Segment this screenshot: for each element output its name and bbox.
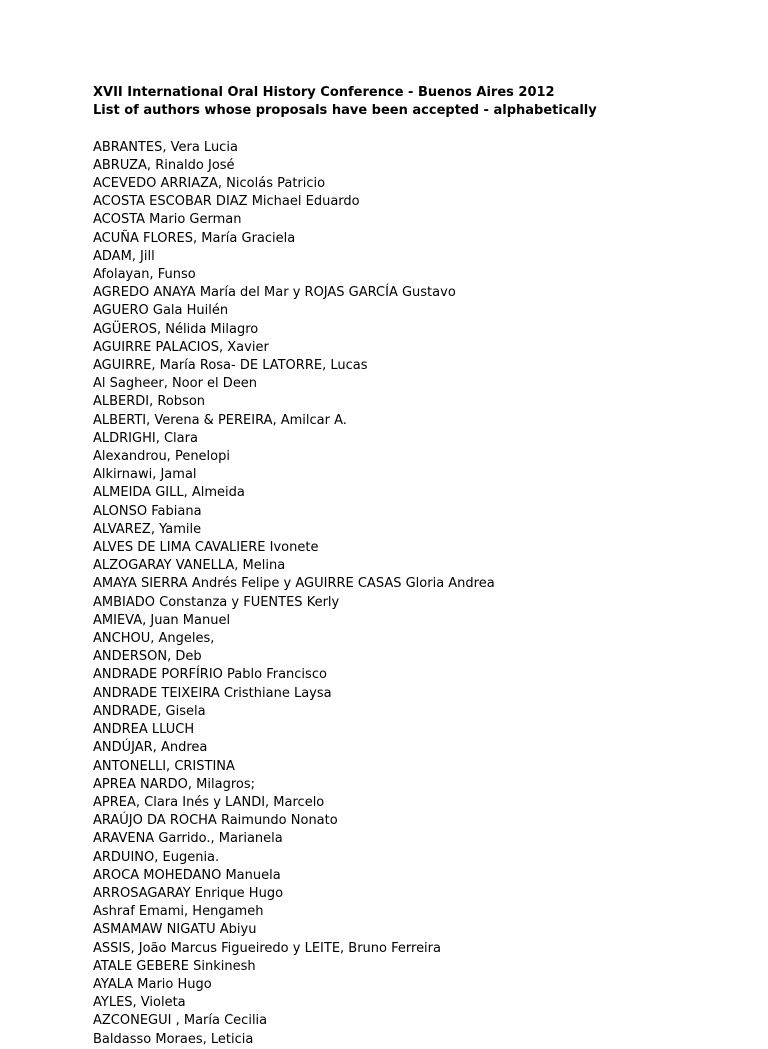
spacer [93,120,733,138]
author-entry: ARROSAGARAY Enrique Hugo [93,885,284,901]
author-entry: AGUIRRE PALACIOS, Xavier [93,339,269,355]
author-entry: ASSIS, João Marcus Figueiredo y LEITE, Bruno Ferreira [93,940,441,956]
author-entry: ALVAREZ, Yamile [93,521,202,537]
author-entry: ALBERTI, Verena & PEREIRA, Amilcar A. [93,412,347,428]
author-entry: ARDUINO, Eugenia. [93,849,220,865]
author-entry: AYALA Mario Hugo [93,976,212,992]
author-entry: ANDRADE TEIXEIRA Cristhiane Laysa [93,685,332,701]
author-entry: AYLES, Violeta [93,995,186,1011]
author-entry: AGÜEROS, Nélida Milagro [93,321,259,337]
author-entry: ABRANTES, Vera Lucia [93,139,238,155]
author-entry: ALBERDI, Robson [93,394,206,410]
author-entry: APREA NARDO, Milagros; [93,776,255,792]
author-entry: ALVES DE LIMA CAVALIERE Ivonete [93,540,319,556]
author-entry: Baldasso Moraes, Leticia [93,1031,254,1047]
author-entry: AGREDO ANAYA María del Mar y ROJAS GARCÍA Gustavo [93,285,456,301]
author-entry: APREA, Clara Inés y LANDI, Marcelo [93,794,325,810]
author-entry: AMAYA SIERRA Andrés Felipe y AGUIRRE CASAS Gloria Andrea [93,576,495,592]
author-entry: ALMEIDA GILL, Almeida [93,485,245,501]
author-entry: Ashraf Emami, Hengameh [93,904,264,920]
author-entry: ACOSTA Mario German [93,212,242,228]
author-entry: ABRUZA, Rinaldo José [93,157,235,173]
author-entry: ANDERSON, Deb [93,649,202,665]
author-list [93,139,733,1049]
document-title-line-1: XVII International Oral History Conference - Buenos Aires 2012 [93,85,555,100]
author-entry: ACUÑA FLORES, María Graciela [93,230,296,246]
author-entry: AGUIRRE, María Rosa- DE LATORRE, Lucas [93,358,368,374]
author-entry: Alkirnawi, Jamal [93,467,197,483]
author-entry: AROCA MOHEDANO Manuela [93,867,281,883]
author-entry: ATALE GEBERE Sinkinesh [93,958,256,974]
author-entry: ANDREA LLUCH [93,722,195,738]
author-entry: Al Sagheer, Noor el Deen [93,376,258,392]
author-entry: ANDRADE PORFÍRIO Pablo Francisco [93,667,327,683]
author-entry: AMIEVA, Juan Manuel [93,612,231,628]
document-page [93,84,733,1049]
author-entry: Alexandrou, Penelopi [93,449,230,465]
author-entry: AZCONEGUI , María Cecilia [93,1013,268,1029]
author-entry: ARAÚJO DA ROCHA Raimundo Nonato [93,813,338,829]
author-entry: ALZOGARAY VANELLA, Melina [93,558,286,574]
author-entry: ALDRIGHI, Clara [93,430,198,446]
author-entry: AGUERO Gala Huilén [93,303,229,319]
author-entry: AMBIADO Constanza y FUENTES Kerly [93,594,340,610]
author-entry: ACEVEDO ARRIAZA, Nicolás Patricio [93,176,326,191]
author-entry: ARAVENA Garrido., Marianela [93,831,283,847]
author-entry: ALONSO Fabiana [93,503,202,519]
document-title-line-2: List of authors whose proposals have been accepted - alphabetically [93,103,597,119]
author-entry: ADAM, Jill [93,248,155,264]
author-entry: ANDRADE, Gisela [93,703,206,719]
author-entry: Afolayan, Funso [93,267,196,283]
author-entry: ANDÚJAR, Andrea [93,740,208,756]
author-entry: ACOSTA ESCOBAR DIAZ Michael Eduardo [93,194,360,210]
author-entry: ASMAMAW NIGATU Abiyu [93,922,257,938]
author-entry: ANCHOU, Angeles, [93,631,215,647]
author-entry: ANTONELLI, CRISTINA [93,758,235,774]
